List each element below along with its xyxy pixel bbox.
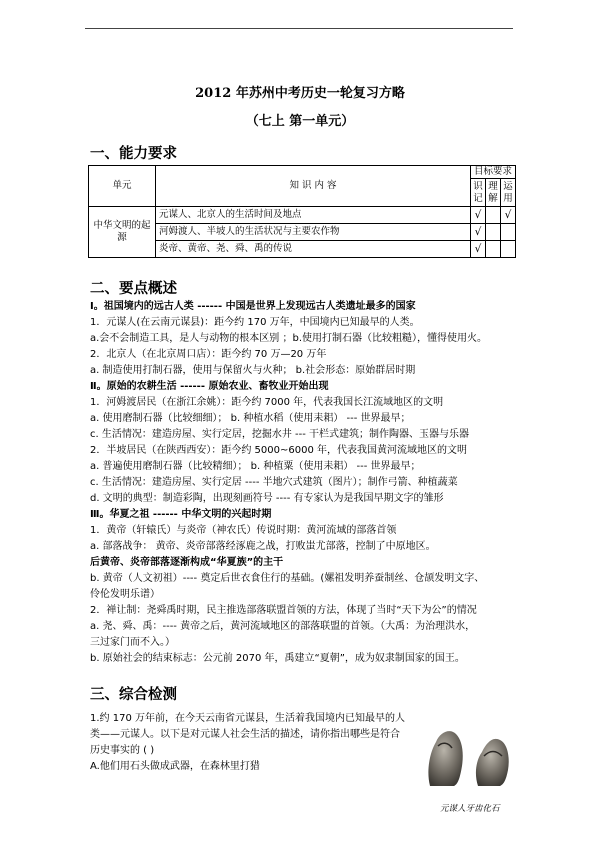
list-item: a. 普遍使用磨制石器（比较精细）； b. 种植粟（使用耒耜） --- 世界最早； <box>90 461 421 472</box>
section-points: 二、要点概述 <box>90 281 177 297</box>
goal-header: 目标要求 <box>471 166 516 179</box>
question-line: 1.约 170 万年前，在今天云南省元谋县，生活着我国境内已知最早的人 <box>90 713 405 724</box>
list-item: c. 生活情况：建造房屋、实行定居，挖掘水井 --- 干栏式建筑；制作陶器、玉器与乐器 <box>90 429 470 440</box>
list-item: Ⅲ。华夏之祖 ------ 中华文明的兴起时期 <box>90 509 272 520</box>
ability-table <box>88 165 516 258</box>
col-understand: 理解 <box>486 179 501 207</box>
list-item: 1．元谋人(在云南元谋县)：距今约 170 万年，中国境内已知最早的人类。 <box>90 317 420 328</box>
col-memorize: 识记 <box>471 179 486 207</box>
list-item: d. 文明的典型：制造彩陶，出现刻画符号 ---- 有专家认为是我国早期文字的雏形 <box>90 493 444 504</box>
list-item: a. 部落战争： 黄帝、炎帝部落经涿鹿之战，打败蚩尤部落，控制了中原地区。 <box>90 541 436 552</box>
header-rule <box>85 28 513 29</box>
knowledge-header: 知 识 内 容 <box>156 166 471 207</box>
section-ability: 一、能力要求 <box>90 146 177 162</box>
figure-caption: 元谋人牙齿化石 <box>440 804 500 814</box>
list-item: c. 生活情况：建造房屋、实行定居 ---- 半地穴式建筑（图片）；制作弓箭、种植蔬菜 <box>90 477 458 488</box>
list-item: 2．禅让制：尧舜禹时期，民主推选部落联盟首领的方法，体现了当时“天下为公”的情况 <box>90 605 477 616</box>
col-apply: 运用 <box>501 179 516 207</box>
document-subtitle: （七上 第一单元） <box>245 114 355 129</box>
table-row: 元谋人、北京人的生活时间及地点 <box>156 207 471 224</box>
list-item: 2．半坡居民（在陕西西安）：距今约 5000~6000 年，代表我国黄河流域地区的文明 <box>90 445 467 456</box>
list-item: b. 原始社会的结束标志：公元前 2070 年，禹建立“夏朝”，成为奴隶制国家的国王。 <box>90 653 465 664</box>
question-line: A.他们用石头做成武器，在森林里打猎 <box>90 761 260 772</box>
tooth-fossil-image <box>420 722 520 790</box>
question-line: 类——元谋人。以下是对元谋人社会生活的描述，请你指出哪些是符合 <box>90 729 400 740</box>
list-item: 1．河姆渡居民（在浙江余姚）：距今约 7000 年，代表我国长江流域地区的文明 <box>90 397 444 408</box>
list-item: a.会不会制造工具，是人与动物的根本区别 ；b.使用打制石器（比较粗糙），懂得使用火。 <box>90 333 488 344</box>
list-item: 2．北京人（在北京周口店）：距今约 70 万—20 万年 <box>90 349 327 360</box>
list-item: 伶伦发明乐谱） <box>90 589 160 600</box>
list-item: a. 使用磨制石器（比较细细）； b. 种植水稻（使用耒耜） --- 世界最早； <box>90 413 411 424</box>
document-title: 2012 年苏州中考历史一轮复习方略 <box>195 86 405 101</box>
check-mark: √ <box>501 207 516 224</box>
table-row: 炎帝、黄帝、尧、舜、禹的传说 <box>156 241 471 258</box>
list-item: a. 尧、舜、禹：---- 黄帝之后，黄河流域地区的部落联盟的首领。（大禹：为治理洪水， <box>90 621 476 632</box>
check-mark: √ <box>471 207 486 224</box>
list-item: Ⅰ。祖国境内的远古人类 ------ 中国是世界上发现远古人类遗址最多的国家 <box>90 301 416 312</box>
list-item: 三过家门而不入。） <box>90 637 175 648</box>
list-item: Ⅱ。原始的农耕生活 ------ 原始农业、畜牧业开始出现 <box>90 381 329 392</box>
check-mark: √ <box>471 224 486 241</box>
question-line: 历史事实的 ( ) <box>90 745 155 756</box>
table-row: 河姆渡人、半坡人的生活状况与主要农作物 <box>156 224 471 241</box>
section-test: 三、综合检测 <box>90 687 177 703</box>
unit-header: 单元 <box>89 166 156 207</box>
list-item: b. 黄帝（人文初祖）---- 奠定后世衣食住行的基础。(嫘祖发明养蚕制丝、仓颉发明文字、 <box>90 573 485 584</box>
list-item: 后黄帝、炎帝部落逐渐构成“华夏族”的主干 <box>90 557 284 568</box>
unit-name: 中华文明的起源 <box>89 207 156 258</box>
check-mark: √ <box>471 241 486 258</box>
list-item: 1．黄帝（轩辕氏）与炎帝（神农氏）传说时期：黄河流域的部落首领 <box>90 525 397 536</box>
list-item: a. 制造使用打制石器，使用与保留火与火种； b.社会形态：原始群居时期 <box>90 365 416 376</box>
